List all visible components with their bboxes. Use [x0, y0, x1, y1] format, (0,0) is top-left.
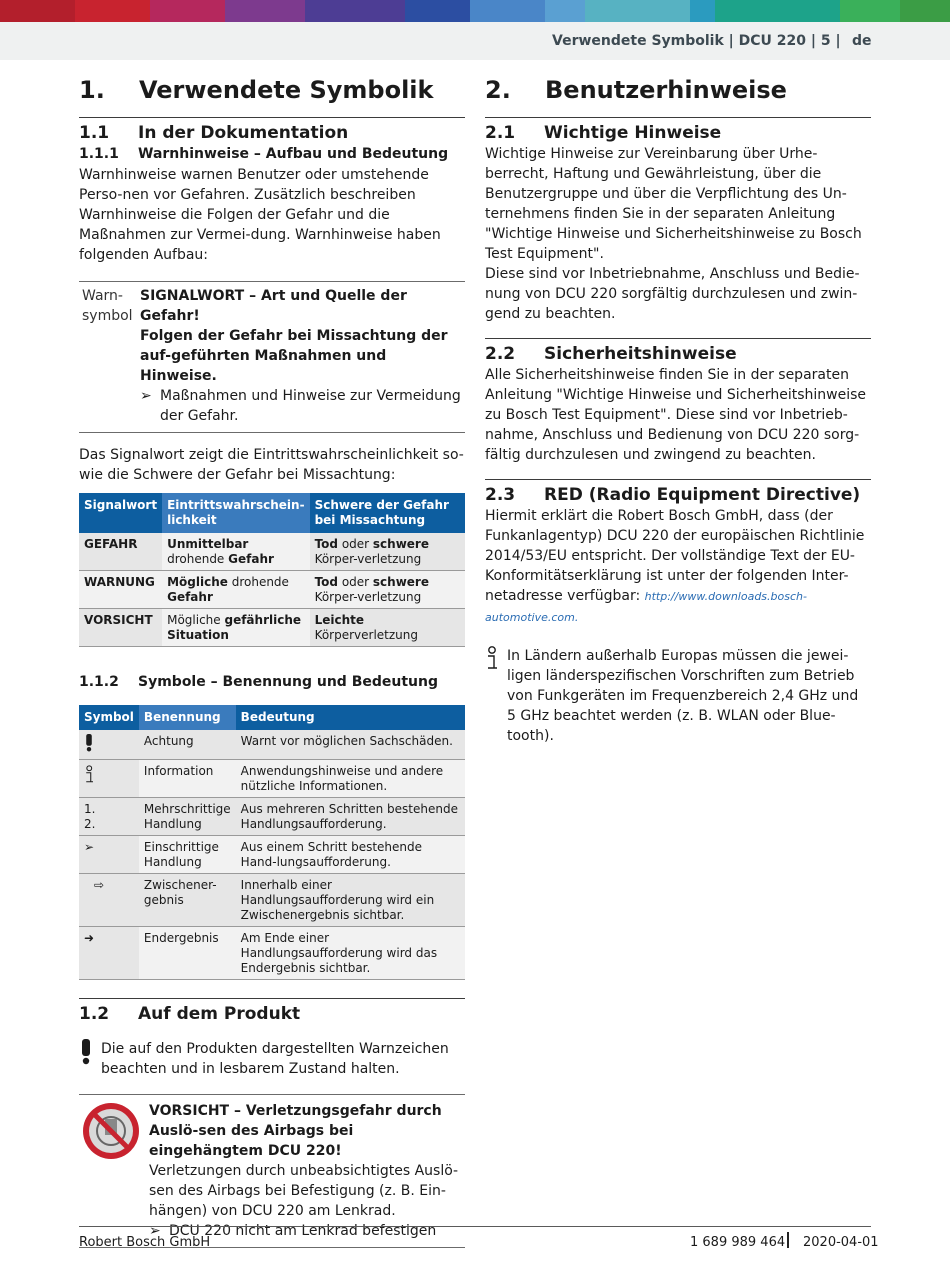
- table-row: [79, 874, 465, 927]
- table-row: [79, 609, 465, 647]
- symbol-name-cell: Endergebnis: [139, 927, 236, 980]
- table-row: [79, 760, 465, 798]
- section-1-1-2-heading: 1.1.2 Symbole – Benennung und Bedeutung: [79, 674, 438, 690]
- table-header-row: [79, 705, 465, 730]
- column-header: Eintrittswahrschein-lichkeit: [162, 493, 309, 533]
- info-icon: [79, 760, 139, 798]
- exclamation-icon: [79, 730, 139, 760]
- chapter-2-heading: 2. Benutzerhinweise: [485, 76, 787, 104]
- downloads-link[interactable]: http://www.downloads.bosch-automotive.com.: [485, 590, 807, 624]
- table-header-row: [79, 493, 465, 533]
- brand-color-strip: [0, 0, 950, 22]
- warning-structure-text: SIGNALWORT – Art und Quelle der Gefahr! Folgen der Gefahr bei Missachtung der auf-geführten Maßnahmen und Hinweise. ➢ Maßnahmen und Hinweise zur Vermeidung der Gefahr.: [140, 286, 465, 426]
- footer-date: 2020-04-01: [803, 1235, 879, 1250]
- section-2-1-heading: 2.1 Wichtige Hinweise: [485, 117, 871, 144]
- table-row: [79, 927, 465, 980]
- symbol-meaning-cell: Anwendungshinweise und andere nützliche Informationen.: [236, 760, 465, 798]
- section-2-3-heading: 2.3 RED (Radio Equipment Directive): [485, 479, 871, 506]
- section-1-1-1-heading: 1.1.1 Warnhinweise – Aufbau und Bedeutung: [79, 146, 449, 162]
- symbol-meaning-cell: Innerhalb einer Handlungsaufforderung wird ein Zwischenergebnis sichtbar.: [236, 874, 465, 927]
- signalword-cell: VORSICHT: [79, 609, 162, 647]
- severity-cell: Tod oder schwere Körper-verletzung: [310, 533, 465, 571]
- column-header: Symbol: [79, 705, 139, 730]
- page-header: [0, 22, 950, 60]
- table-row: [79, 836, 465, 874]
- airbag-step: ➢ DCU 220 nicht am Lenkrad befestigen: [149, 1223, 437, 1239]
- section-1-1-heading: 1.1 In der Dokumentation: [79, 117, 465, 144]
- airbag-warning-text: VORSICHT – Verletzungsgefahr durch Auslö-sen des Airbags bei eingehängtem DCU 220! Verletzungen durch unbeabsichtigtes Auslö-sen des Airbags bei Befestigung (z. B. Ein-hängen) von DCU 220 am Lenkrad. ➢ DCU 220 nicht am Lenkrad befestigen: [149, 1101, 465, 1241]
- severity-cell: Tod oder schwere Körper-verletzung: [310, 571, 465, 609]
- table-row: [79, 730, 465, 760]
- signalword-table: [79, 493, 465, 647]
- severity-cell: Leichte Körperverletzung: [310, 609, 465, 647]
- symbol-meaning-cell: Aus einem Schritt bestehende Hand-lungsaufforderung.: [236, 836, 465, 874]
- chapter-1-heading: 1. Verwendete Symbolik: [79, 76, 434, 104]
- footer-company: Robert Bosch GmbH: [79, 1235, 211, 1250]
- arrowhead-icon: ➢: [79, 836, 139, 874]
- warning-intro-text: Warnhinweise warnen Benutzer oder umstehende Perso-nen vor Gefahren. Zusätzlich beschreiben Warnhinweise die Folgen der Gefahr und die Maßnahmen zur Vermei-dung. Warnhinweise haben folgenden Aufbau:: [79, 167, 441, 263]
- symbol-name-cell: Einschrittige Handlung: [139, 836, 236, 874]
- arrowhead-icon: ➢: [140, 388, 152, 404]
- important-notes-text-2: Diese sind vor Inbetriebnahme, Anschluss und Bedie-nung von DCU 220 sorgfältig durchzulesen und zwin-gend zu beachten.: [485, 266, 860, 322]
- symbol-name-cell: Information: [139, 760, 236, 798]
- column-header: Benennung: [139, 705, 236, 730]
- exclamation-icon: [79, 1039, 101, 1079]
- column-header: Signalwort: [79, 493, 162, 533]
- no-steering-wheel-mount-icon: [81, 1101, 149, 1241]
- table-row: [79, 798, 465, 836]
- warning-step: ➢ Maßnahmen und Hinweise zur Vermeidung der Gefahr.: [140, 388, 461, 424]
- warning-structure-box: [79, 281, 465, 433]
- symbol-meaning-cell: Am Ende einer Handlungsaufforderung wird das Endergebnis sichtbar.: [236, 927, 465, 980]
- probability-cell: Mögliche gefährliche Situation: [162, 609, 309, 647]
- probability-cell: Unmittelbar drohende Gefahr: [162, 533, 309, 571]
- section-2-2-heading: 2.2 Sicherheitshinweise: [485, 338, 871, 365]
- arrowhead-icon: ➢: [149, 1223, 161, 1239]
- header-title: Verwendete Symbolik | DCU 220 | 5 |: [552, 33, 841, 49]
- signalword-cell: WARNUNG: [79, 571, 162, 609]
- symbol-table: [79, 705, 465, 980]
- header-language: de: [852, 33, 872, 49]
- section-1-2-heading: 1.2 Auf dem Produkt: [79, 998, 465, 1025]
- right-column: [485, 74, 871, 746]
- footer-document-number: 1 689 989 464: [690, 1235, 786, 1250]
- product-warning-note: Die auf den Produkten dargestellten Warnzeichen beachten und in lesbarem Zustand halten.: [79, 1039, 465, 1079]
- symbol-name-cell: Zwischener-gebnis: [139, 874, 236, 927]
- footer-divider: [787, 1232, 789, 1248]
- airbag-warning-box: [79, 1094, 465, 1248]
- numbered-steps: 1. 2.: [79, 798, 139, 836]
- red-directive-text: Hiermit erklärt die Robert Bosch GmbH, dass (der Funkanlagentyp) DCU 220 der europäischen Richtlinie 2014/53/EU entspricht. Der vollständige Text der EU-Konformitätserklärung ist unter der folgenden Inter-netadresse verfügbar: http://www.downloads.bosch-automotive.com.: [485, 508, 865, 624]
- column-header: Bedeutung: [236, 705, 465, 730]
- important-notes-text: Wichtige Hinweise zur Vereinbarung über Urhe-berrecht, Haftung und Gewährleistung, über die Benutzergruppe und über die Verpflichtung des Un-ternehmens finden Sie in der separaten Anleitung "Wichtige Hinweise und Sicherheitshinweise zu Bosch Test Equipment".: [485, 146, 862, 262]
- warning-symbol-label: Warn- symbol: [82, 288, 133, 324]
- signalword-cell: GEFAHR: [79, 533, 162, 571]
- radio-info-note: In Ländern außerhalb Europas müssen die jewei-ligen länderspezifischen Vorschriften zum Betrieb von Funkgeräten im Frequenzbereich 2,4 GHz und 5 GHz beachtet werden (z. B. WLAN oder Blue-tooth).: [485, 646, 871, 746]
- signalword-intro-text: Das Signalwort zeigt die Eintrittswahrscheinlichkeit so-wie die Schwere der Gefahr bei Missachtung:: [79, 447, 464, 483]
- info-icon: [485, 646, 507, 746]
- table-row: [79, 571, 465, 609]
- table-row: [79, 533, 465, 571]
- probability-cell: Mögliche drohende Gefahr: [162, 571, 309, 609]
- symbol-name-cell: Achtung: [139, 730, 236, 760]
- outline-arrow-icon: ⇨: [79, 874, 139, 927]
- safety-notes-text: Alle Sicherheitshinweise finden Sie in der separaten Anleitung "Wichtige Hinweise und Sicherheitshinweise zu Bosch Test Equipment". Diese sind vor Inbetrieb-nahme, Anschluss und Bedienung von DCU 220 sorg-fältig durchzulesen und zwingend zu beachten.: [485, 367, 866, 463]
- symbol-meaning-cell: Aus mehreren Schritten bestehende Handlungsaufforderung.: [236, 798, 465, 836]
- bold-arrow-icon: ➜: [79, 927, 139, 980]
- column-header: Schwere der Gefahr bei Missachtung: [310, 493, 465, 533]
- symbol-meaning-cell: Warnt vor möglichen Sachschäden.: [236, 730, 465, 760]
- left-column: [79, 74, 465, 1248]
- symbol-name-cell: Mehrschrittige Handlung: [139, 798, 236, 836]
